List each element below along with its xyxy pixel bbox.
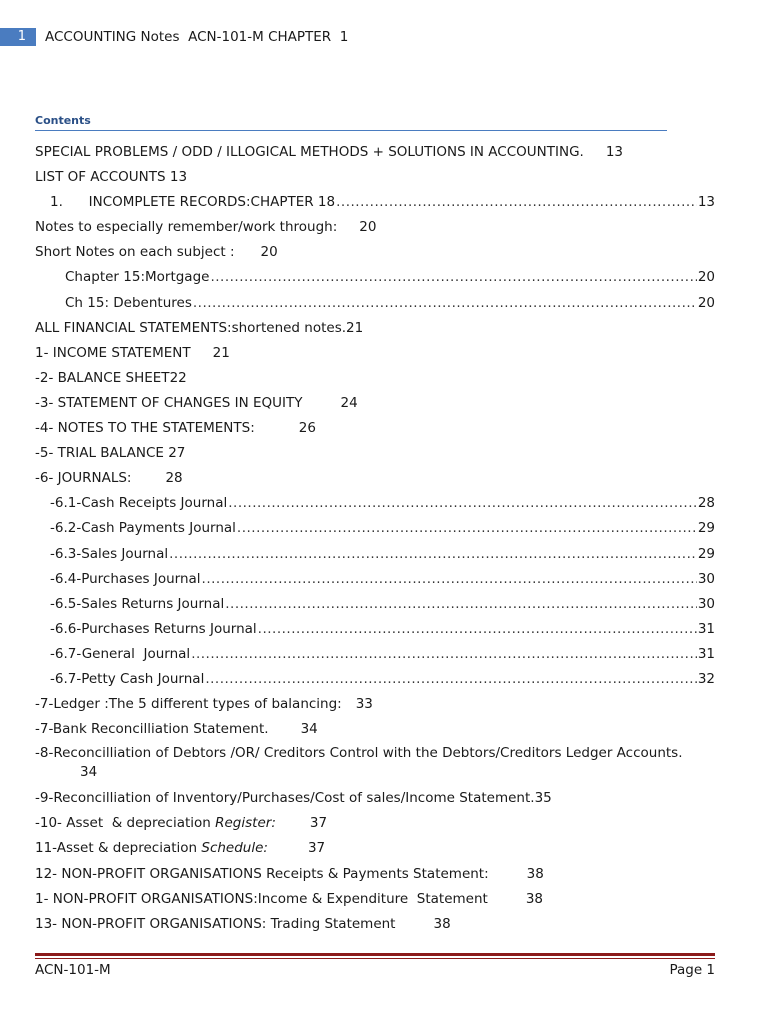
toc-entry-text: -6.6-Purchases Returns Journal <box>50 620 257 637</box>
footer-course-code: ACN-101-M <box>35 962 111 978</box>
toc-entry-text: -5- TRIAL BALANCE <box>35 445 164 462</box>
toc-entry-page: 30 <box>697 570 715 587</box>
toc-entry-page: 38 <box>526 865 544 882</box>
toc-entry-page: 24 <box>340 394 358 411</box>
toc-entry[interactable] <box>35 592 715 617</box>
toc-dot-leader <box>202 567 697 592</box>
toc-entry[interactable] <box>35 441 715 466</box>
toc-entry[interactable] <box>35 416 715 441</box>
toc-entry-page: 13 <box>697 194 715 211</box>
toc-entry-page: 37 <box>309 815 328 832</box>
toc-entry-text-emphasis: Schedule: <box>201 840 268 857</box>
toc-entry[interactable] <box>35 165 715 190</box>
toc-entry[interactable] <box>35 366 715 391</box>
toc-entry-page: 35 <box>534 790 552 807</box>
toc-entry-page: 27 <box>168 445 186 462</box>
toc-entry[interactable] <box>35 912 715 937</box>
toc-entry-text: Notes to especially remember/work through: <box>35 219 338 236</box>
contents-heading: Contents <box>35 114 667 131</box>
table-of-contents <box>35 140 715 937</box>
toc-entry-text: -6.1-Cash Receipts Journal <box>50 495 228 512</box>
toc-entry-text: 1- INCOME STATEMENT <box>35 344 191 361</box>
toc-entry-page: 29 <box>697 520 715 537</box>
toc-dot-leader <box>191 642 697 667</box>
footer-rule-thick <box>35 953 715 956</box>
toc-entry-page: 13 <box>169 169 188 186</box>
toc-entry-text: -2- BALANCE SHEET <box>35 369 170 386</box>
toc-entry-page: 21 <box>346 319 364 336</box>
toc-entry-page: 37 <box>307 840 326 857</box>
toc-entry-page: 21 <box>212 344 230 361</box>
toc-entry-page: 20 <box>697 269 715 286</box>
toc-entry-page: 29 <box>697 545 715 562</box>
toc-entry-text: -10- Asset & depreciation <box>35 815 216 832</box>
toc-dot-leader <box>210 265 696 290</box>
toc-entry[interactable] <box>35 341 715 366</box>
toc-entry-text: -7-Ledger :The 5 different types of balancing: <box>35 696 342 713</box>
toc-entry[interactable] <box>35 466 715 491</box>
toc-dot-leader <box>169 542 697 567</box>
toc-entry-page: 38 <box>433 915 451 932</box>
toc-entry-text: Chapter 15:Mortgage <box>65 269 210 286</box>
toc-entry-text-emphasis: Register: <box>215 815 276 832</box>
toc-entry-page: 32 <box>697 670 715 687</box>
toc-entry-text: -7-Bank Reconcilliation Statement. <box>35 721 269 738</box>
toc-entry-page: 20 <box>359 219 377 236</box>
toc-entry-page: 28 <box>697 495 715 512</box>
toc-entry-text: -6.4-Purchases Journal <box>50 570 201 587</box>
toc-entry-page: 33 <box>355 696 373 713</box>
toc-dot-leader <box>336 190 697 215</box>
toc-entry[interactable] <box>35 215 715 240</box>
toc-entry[interactable] <box>35 786 715 811</box>
toc-entry[interactable] <box>35 617 715 642</box>
toc-entry-page: 26 <box>298 420 316 437</box>
toc-entry-text: -9-Reconcilliation of Inventory/Purchases/Cost of sales/Income Statement. <box>35 790 535 807</box>
toc-entry[interactable] <box>35 567 715 592</box>
toc-entry[interactable] <box>35 742 715 786</box>
toc-entry[interactable] <box>35 887 715 912</box>
toc-entry[interactable] <box>35 542 715 567</box>
toc-entry[interactable] <box>35 190 715 215</box>
toc-entry-text: -6- JOURNALS: <box>35 470 132 487</box>
toc-entry-text: -4- NOTES TO THE STATEMENTS: <box>35 420 255 437</box>
toc-dot-leader <box>258 617 697 642</box>
toc-entry-page: 22 <box>169 369 187 386</box>
toc-dot-leader <box>228 491 697 516</box>
toc-entry[interactable] <box>35 391 715 416</box>
toc-entry-page: 31 <box>697 645 715 662</box>
toc-entry-page: 13 <box>605 144 624 160</box>
toc-entry-text: -6.3-Sales Journal <box>50 545 169 562</box>
toc-entry-page: 20 <box>697 294 715 311</box>
toc-entry-text: 1- NON-PROFIT ORGANISATIONS:Income & Expenditure Statement <box>35 890 488 907</box>
toc-entry[interactable] <box>35 316 715 341</box>
toc-dot-leader <box>225 592 697 617</box>
toc-entry[interactable] <box>35 836 715 861</box>
footer-rule-thin <box>35 958 715 959</box>
toc-dot-leader <box>193 291 697 316</box>
toc-entry[interactable] <box>35 240 715 265</box>
toc-entry[interactable] <box>35 717 715 742</box>
toc-entry[interactable] <box>35 811 715 836</box>
toc-entry-text: SPECIAL PROBLEMS / ODD / ILLOGICAL METHODS + SOLUTIONS IN ACCOUNTING. <box>35 144 584 160</box>
toc-entry-text: 1. INCOMPLETE RECORDS:CHAPTER 18 <box>50 194 336 211</box>
toc-entry-text: 13- NON-PROFIT ORGANISATIONS: Trading Statement <box>35 915 396 932</box>
toc-entry-text: Ch 15: Debentures <box>65 294 192 311</box>
toc-entry-text: 12- NON-PROFIT ORGANISATIONS Receipts & Payments Statement: <box>35 865 489 882</box>
toc-entry-text: 11-Asset & depreciation <box>35 840 202 857</box>
toc-entry[interactable] <box>35 140 715 165</box>
toc-entry-text: -6.7-Petty Cash Journal <box>50 670 205 687</box>
toc-entry[interactable] <box>35 491 715 516</box>
toc-entry[interactable] <box>35 642 715 667</box>
toc-dot-leader <box>237 516 697 541</box>
toc-entry-page: 34 <box>80 764 98 781</box>
toc-entry[interactable] <box>35 667 715 692</box>
page-number-badge: 1 <box>0 28 36 46</box>
toc-entry[interactable] <box>35 291 715 316</box>
toc-entry-text: ALL FINANCIAL STATEMENTS:shortened notes. <box>35 319 347 336</box>
toc-entry[interactable] <box>35 692 715 717</box>
toc-entry-page: 20 <box>260 244 278 261</box>
toc-entry[interactable] <box>35 862 715 887</box>
toc-entry[interactable] <box>35 516 715 541</box>
toc-entry-page: 34 <box>300 721 318 738</box>
footer-page-number: Page 1 <box>669 962 715 978</box>
toc-dot-leader <box>205 667 696 692</box>
toc-entry-page: 30 <box>697 595 715 612</box>
toc-entry-text: -6.7-General Journal <box>50 645 191 662</box>
toc-entry-text: LIST OF ACCOUNTS <box>35 169 166 186</box>
toc-entry-text: Short Notes on each subject : <box>35 244 235 261</box>
toc-entry-text: -6.5-Sales Returns Journal <box>50 595 225 612</box>
toc-entry-page: 28 <box>165 470 183 487</box>
toc-entry-text: -8-Reconcilliation of Debtors /OR/ Creditors Control with the Debtors/Creditors Ledger Accounts. <box>35 745 683 762</box>
toc-entry-text: -3- STATEMENT OF CHANGES IN EQUITY <box>35 394 303 411</box>
toc-entry-page: 31 <box>697 620 715 637</box>
document-header-title: ACCOUNTING Notes ACN-101-M CHAPTER 1 <box>45 29 349 45</box>
toc-entry-page: 38 <box>525 890 544 907</box>
toc-entry[interactable] <box>35 265 715 290</box>
toc-entry-text: -6.2-Cash Payments Journal <box>50 520 236 537</box>
